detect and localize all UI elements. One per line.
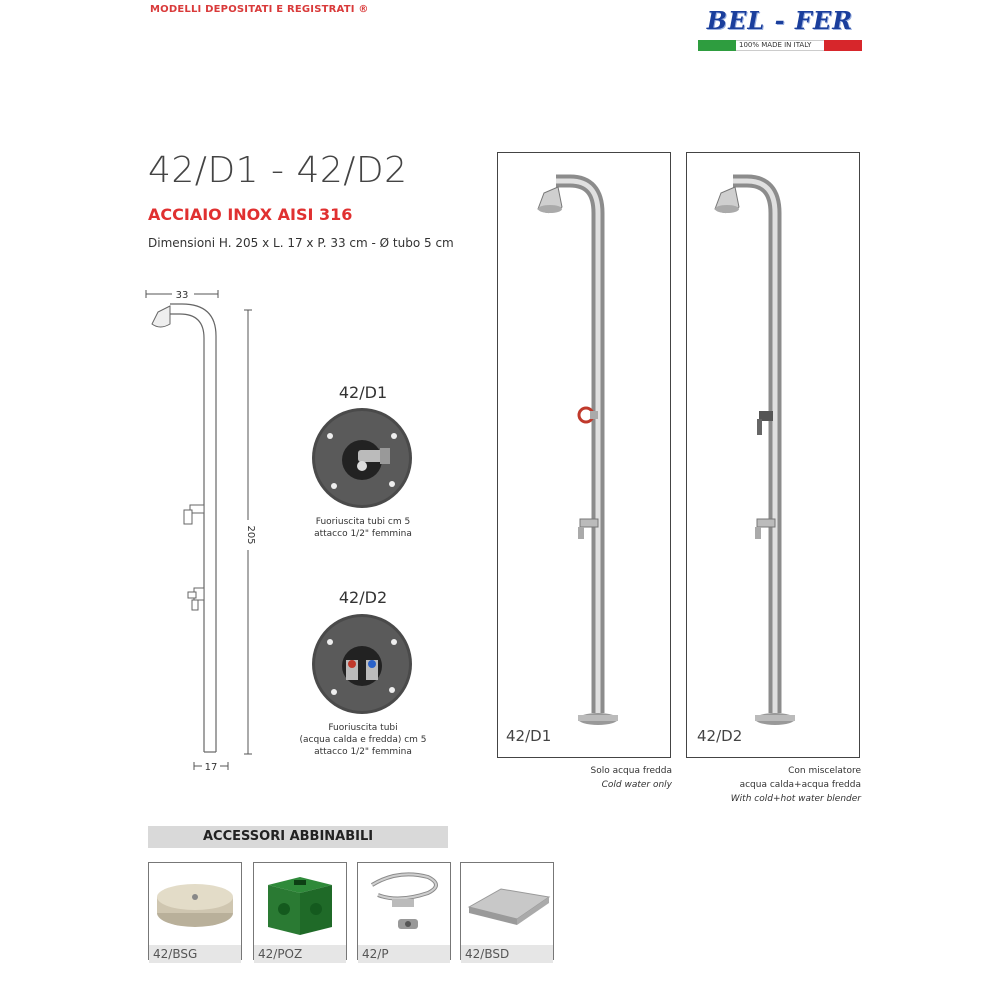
detail-d2-label: 42/D2 bbox=[338, 588, 388, 607]
panel-d2-code: 42/D2 bbox=[697, 727, 743, 745]
hose-kit-image bbox=[358, 863, 450, 941]
accessories-header: ACCESSORI ABBINABILI bbox=[148, 826, 448, 848]
base-label: 17 bbox=[204, 762, 218, 773]
logo-text: BEL - FER bbox=[706, 6, 854, 35]
shower-d2-image bbox=[687, 153, 859, 757]
accessory-bsg-code: 42/BSG bbox=[149, 945, 241, 963]
italy-flag-strip bbox=[698, 40, 862, 51]
shower-d1-image bbox=[498, 153, 670, 757]
base-plate-d1-image bbox=[310, 406, 415, 511]
accessory-bsd bbox=[460, 862, 554, 960]
detail-d1-label: 42/D1 bbox=[338, 383, 388, 402]
product-panel-d1 bbox=[497, 152, 671, 758]
drain-box-image bbox=[254, 863, 346, 941]
width-label: 33 bbox=[175, 290, 189, 301]
product-panel-d2 bbox=[686, 152, 860, 758]
panel-d2-caption: Con miscelatore acqua calda+acqua fredda With cold+hot water blender bbox=[730, 766, 861, 804]
floor-tile-image bbox=[461, 863, 553, 941]
stone-base-image bbox=[149, 863, 241, 941]
accessory-poz-code: 42/POZ bbox=[254, 945, 346, 963]
accessory-p bbox=[357, 862, 451, 960]
accessory-bsd-code: 42/BSD bbox=[461, 945, 553, 963]
accessory-poz bbox=[253, 862, 347, 960]
height-label: 205 bbox=[245, 525, 256, 545]
base-plate-d2-image bbox=[310, 612, 415, 717]
brand-logo bbox=[698, 6, 862, 52]
dimensions-text: Dimensioni H. 205 x L. 17 x P. 33 cm - Ø tubo 5 cm bbox=[148, 236, 454, 250]
accessory-bsg bbox=[148, 862, 242, 960]
product-title: 42/D1 - 42/D2 bbox=[148, 150, 408, 191]
shower-head-icon bbox=[152, 306, 170, 327]
made-in-italy-label: 100% MADE IN ITALY bbox=[736, 40, 824, 51]
detail-d2-caption: Fuoriuscita tubi (acqua calda e fredda) cm 5 attacco 1/2" femmina bbox=[299, 723, 427, 757]
panel-d1-caption: Solo acqua fredda Cold water only bbox=[590, 766, 672, 790]
material-label: ACCIAIO INOX AISI 316 bbox=[148, 205, 353, 224]
pole-outline bbox=[170, 304, 216, 752]
accessory-p-code: 42/P bbox=[358, 945, 450, 963]
technical-drawing bbox=[130, 280, 270, 780]
detail-d1-caption: Fuoriuscita tubi cm 5 attacco 1/2" femmina bbox=[314, 517, 412, 539]
registered-models-note: MODELLI DEPOSITATI E REGISTRATI ® bbox=[150, 4, 369, 15]
panel-d1-code: 42/D1 bbox=[506, 727, 552, 745]
